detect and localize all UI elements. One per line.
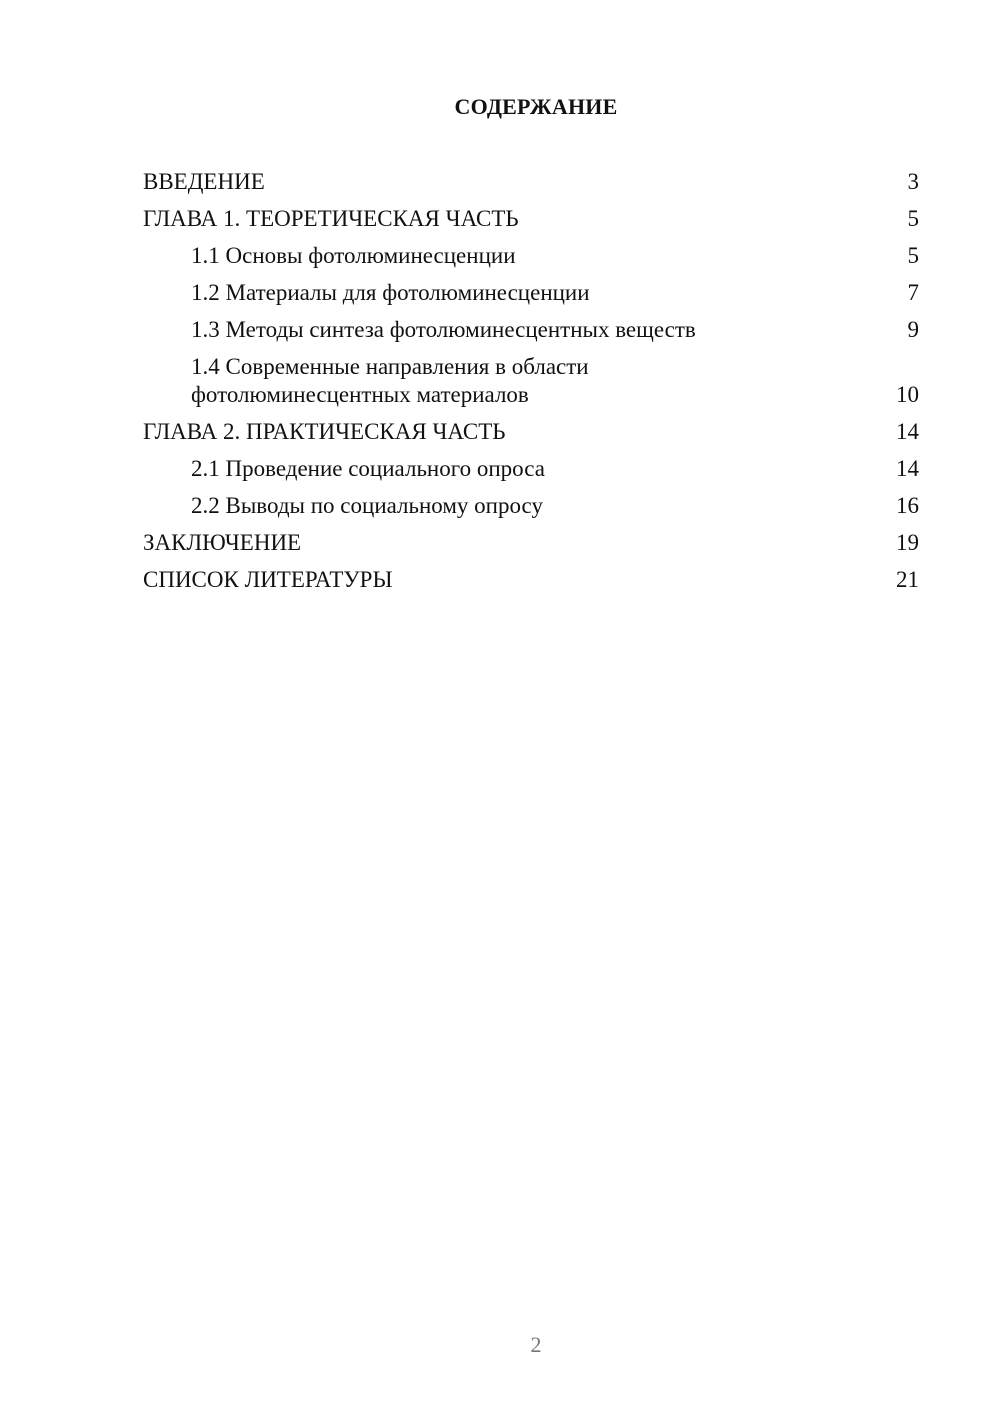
toc-entry-page: 9 [907,317,919,342]
toc-entry-chapter-1[interactable] [143,205,919,233]
toc-entry-label: ВВЕДЕНИЕ [143,169,265,194]
toc-entry-introduction[interactable] [143,168,919,196]
toc-entry-label: 1.1 Основы фотолюминесценции [191,243,516,268]
toc-entry-page: 5 [907,206,919,231]
toc-entry-label: 1.3 Методы синтеза фотолюминесцентных веществ [191,317,696,342]
toc-entry-conclusion[interactable] [143,529,919,557]
toc-entry-label: СПИСОК ЛИТЕРАТУРЫ [143,567,393,592]
toc-entry-page: 14 [896,419,919,444]
toc-entry-label: 2.2 Выводы по социальному опросу [191,493,543,518]
toc-entry-page: 3 [907,169,919,194]
page-number: 2 [530,1332,542,1357]
toc-entry-label-continuation: фотолюминесцентных материалов [191,382,529,407]
table-of-contents [143,168,919,603]
toc-entry-label: 2.1 Проведение социального опроса [191,456,545,481]
toc-entry-section-1-2[interactable] [143,279,919,307]
toc-entry-section-1-4[interactable] [143,353,919,409]
toc-entry-label: ГЛАВА 2. ПРАКТИЧЕСКАЯ ЧАСТЬ [143,419,506,444]
toc-entry-page: 10 [896,382,919,407]
toc-entry-chapter-2[interactable] [143,418,919,446]
toc-entry-page: 7 [907,280,919,305]
toc-entry-page: 5 [907,243,919,268]
toc-entry-section-1-3[interactable] [143,316,919,344]
toc-entry-section-2-1[interactable] [143,455,919,483]
toc-entry-section-1-1[interactable] [143,242,919,270]
toc-entry-page: 16 [896,493,919,518]
toc-entry-label: ГЛАВА 1. ТЕОРЕТИЧЕСКАЯ ЧАСТЬ [143,206,519,231]
page-title: СОДЕРЖАНИЕ [454,94,618,119]
toc-entry-label: ЗАКЛЮЧЕНИЕ [143,530,302,555]
toc-entry-page: 14 [896,456,919,481]
toc-entry-references[interactable] [143,566,919,594]
toc-entry-label: 1.4 Современные направления в области [191,354,589,379]
toc-entry-section-2-2[interactable] [143,492,919,520]
toc-entry-label: 1.2 Материалы для фотолюминесценции [191,280,590,305]
toc-entry-page: 21 [896,567,919,592]
toc-entry-page: 19 [896,530,919,555]
